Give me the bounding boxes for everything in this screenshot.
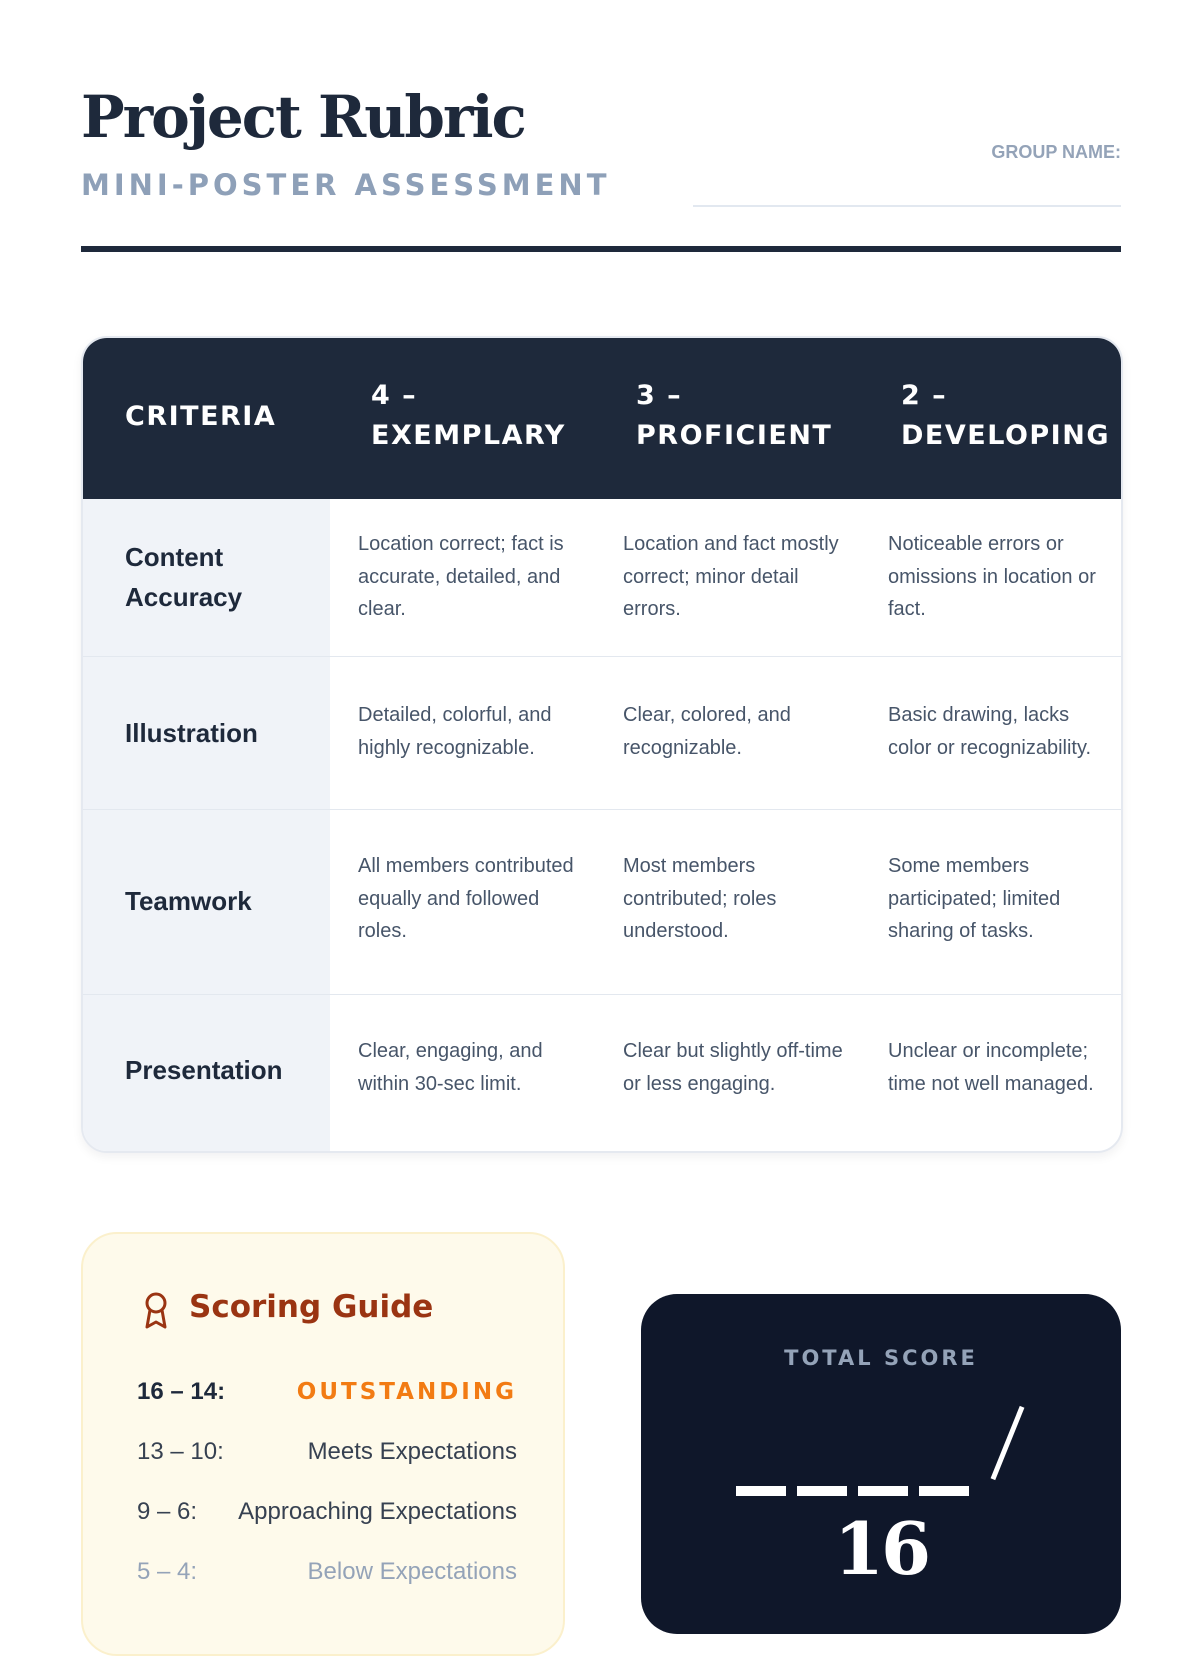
page-subtitle: MINI-POSTER ASSESSMENT	[81, 168, 611, 202]
header-developing	[901, 376, 1123, 456]
level-4-description: Location correct; fact is accurate, detailed, and clear.	[358, 533, 564, 620]
level-2-description: Basic drawing, lacks color or recognizability.	[888, 704, 1092, 759]
criterion-label: Illustration	[125, 718, 258, 748]
header-criteria: CRITERIA	[125, 401, 277, 432]
header-proficient-score: 3 –	[636, 380, 683, 411]
level-4-description: Detailed, colorful, and highly recognizable.	[358, 704, 552, 759]
score-range: 13 – 10:	[137, 1438, 224, 1465]
header-developing-label: DEVELOPING	[901, 420, 1110, 451]
level-2-description: Some members participated; limited sharing of tasks.	[888, 855, 1061, 942]
score-level: Below Expectations	[307, 1558, 517, 1585]
page-title: Project Rubric	[81, 83, 525, 151]
group-name-label: GROUP NAME:	[991, 142, 1121, 162]
level-2-description: Noticeable errors or omissions in location or fact.	[888, 533, 1096, 620]
score-slash	[991, 1406, 1025, 1480]
header-exemplary-label: EXEMPLARY	[371, 420, 566, 451]
table-row	[83, 656, 1121, 810]
table-row	[83, 994, 1121, 1152]
page-header	[81, 82, 1121, 257]
table-row	[83, 499, 1121, 656]
scoring-guide-card	[81, 1232, 565, 1656]
group-name-field-line[interactable]	[693, 205, 1121, 207]
header-exemplary	[371, 376, 601, 456]
criterion-cell	[83, 995, 330, 1152]
criterion-label	[125, 537, 242, 617]
level-2-description: Unclear or incomplete; time not well managed.	[888, 1040, 1094, 1095]
level-3-description: Clear, colored, and recognizable.	[623, 704, 791, 759]
criterion-label: Teamwork	[125, 886, 252, 916]
header-proficient	[636, 376, 866, 456]
total-score-label: TOTAL SCORE	[784, 1346, 978, 1370]
level-3-description: Clear but slightly off-time or less engaging.	[623, 1040, 843, 1095]
criterion-label-line2: Accuracy	[125, 582, 243, 612]
rubric-table	[81, 336, 1123, 1153]
total-score-card	[641, 1294, 1121, 1634]
score-range: 9 – 6:	[137, 1498, 198, 1525]
criterion-label: Presentation	[125, 1055, 283, 1085]
header-divider	[81, 246, 1121, 252]
total-score-max: 16	[833, 1506, 929, 1591]
table-header	[83, 338, 1121, 499]
scoring-guide-title: Scoring Guide	[189, 1289, 434, 1325]
level-4-description: All members contributed equally and followed roles.	[358, 855, 574, 942]
header-proficient-label: PROFICIENT	[636, 420, 833, 451]
criterion-cell	[83, 810, 330, 995]
level-4-description: Clear, engaging, and within 30-sec limit.	[358, 1040, 543, 1095]
criterion-cell	[83, 657, 330, 810]
score-level: Approaching Expectations	[238, 1498, 517, 1525]
level-3-description: Most members contributed; roles understood.	[623, 855, 777, 942]
score-level: OUTSTANDING	[296, 1379, 517, 1405]
criterion-label-line1: Content	[125, 542, 224, 572]
header-developing-score: 2 –	[901, 380, 948, 411]
table-row	[83, 809, 1121, 995]
score-range: 5 – 4:	[137, 1558, 198, 1585]
header-exemplary-score: 4 –	[371, 380, 418, 411]
level-3-description: Location and fact mostly correct; minor detail errors.	[623, 533, 839, 620]
score-range: 16 – 14:	[137, 1378, 226, 1405]
ribbon-award-icon	[141, 1291, 171, 1331]
score-level: Meets Expectations	[307, 1438, 517, 1465]
criterion-cell	[83, 499, 330, 656]
